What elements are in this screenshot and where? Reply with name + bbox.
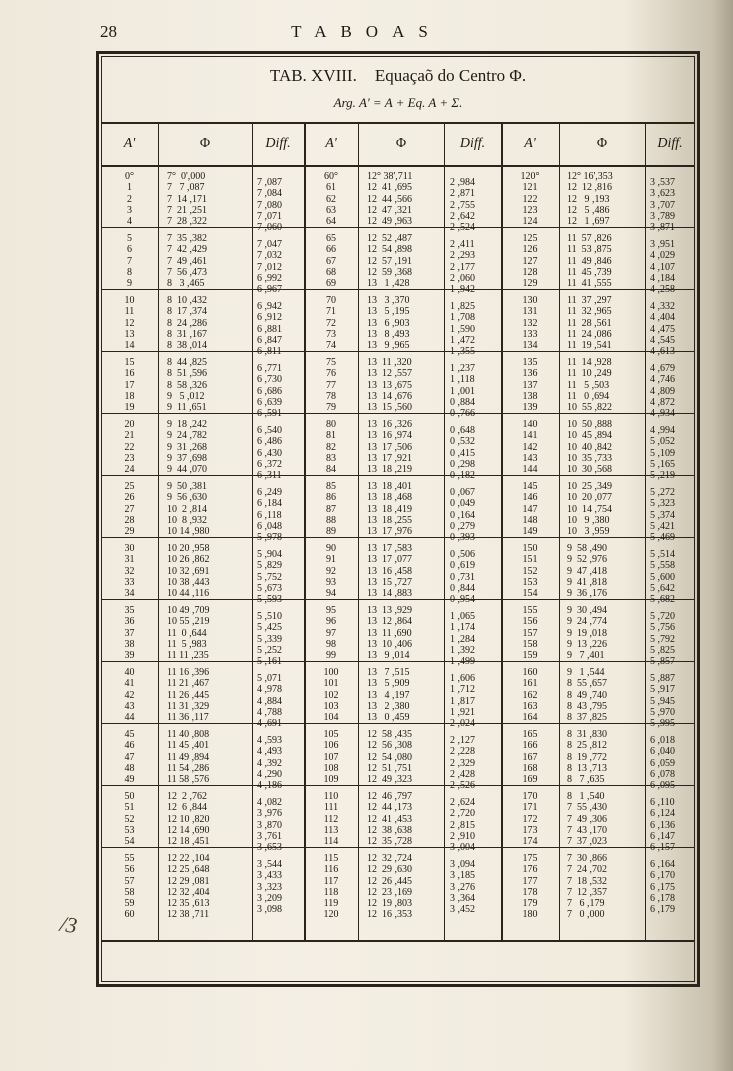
arg-cell: 20 21 22 23 24 [124, 419, 135, 476]
arg-cell: 115 116 117 118 119 120 [323, 853, 339, 921]
col-head-arg-3: A' [524, 136, 536, 151]
arg-cell: 135 136 137 138 139 [522, 357, 538, 414]
phi-cell: 10 49 ,709 10 55 ,219 11 0 ,644 11 5 ,983 11 11 ,235 [167, 605, 210, 662]
arg-cell: 175 176 177 178 179 180 [522, 853, 538, 921]
phi-cell: 9 50 ,381 9 56 ,630 10 2 ,814 10 8 ,932 10 14 ,980 [167, 481, 210, 538]
diff-cell: 7 ,087 7 ,084 7 ,080 7 ,071 7 ,060 [257, 177, 282, 234]
arg-cell: 120° 121 122 123 124 [520, 171, 540, 228]
page-header [0, 22, 733, 48]
diff-cell: 4 ,679 4 ,746 4 ,809 4 ,872 4 ,934 [650, 363, 675, 420]
table-title [101, 66, 695, 86]
col-head-diff-2: Diff. [459, 136, 486, 151]
phi-cell: 8 1 ,540 7 55 ,430 7 49 ,306 7 43 ,170 7 37 ,023 [567, 791, 607, 848]
diff-cell: 5 ,071 4 ,978 4 ,884 4 ,788 4 ,691 [257, 673, 282, 730]
phi-cell: 7 35 ,382 7 42 ,429 7 49 ,461 7 56 ,473 8 3 ,465 [167, 233, 207, 290]
diff-cell: 1 ,825 1 ,708 1 ,590 1 ,472 1 ,355 [450, 301, 475, 358]
arg-cell: 90 91 92 93 94 [326, 543, 336, 600]
table-block [101, 295, 695, 357]
table-block [101, 853, 695, 921]
arg-cell: 155 156 157 158 159 [522, 605, 538, 662]
arg-cell: 15 16 17 18 19 [124, 357, 135, 414]
diff-cell: 3 ,544 3 ,433 3 ,323 3 ,209 3 ,098 [257, 859, 282, 916]
arg-cell: 105 106 107 108 109 [323, 729, 339, 786]
diff-cell: 6 ,942 6 ,912 6 ,881 6 ,847 6 ,811 [257, 301, 282, 358]
column-headers [101, 122, 695, 165]
arg-cell: 50 51 52 53 54 [124, 791, 135, 848]
table-heading: Equaçaõ do Centro Φ. [374, 66, 527, 85]
phi-cell: 13 16 ,326 13 16 ,974 13 17 ,506 13 17 ,921 13 18 ,219 [367, 419, 412, 476]
diff-cell: 2 ,984 2 ,871 2 ,755 2 ,642 2 ,524 [450, 177, 475, 234]
col-head-diff-3: Diff. [657, 136, 683, 151]
phi-cell: 12° 16',353 12 12 ,816 12 9 ,193 12 5 ,486 12 1 ,697 [567, 171, 613, 228]
phi-cell: 11 57 ,826 11 53 ,875 11 49 ,846 11 45 ,739 11 41 ,555 [567, 233, 612, 290]
diff-cell: 0 ,648 0 ,532 0 ,415 0 ,298 0 ,182 [450, 425, 475, 482]
col-head-phi-1: Φ [199, 136, 211, 151]
handwritten-margin-mark: /3 [58, 910, 79, 939]
diff-cell: 2 ,411 2 ,293 2 ,177 2 ,060 1 ,942 [450, 239, 475, 296]
diff-cell: 6 ,110 6 ,124 6 ,136 6 ,147 6 ,157 [650, 797, 675, 854]
table-block [101, 543, 695, 605]
arg-cell: 100 101 102 103 104 [323, 667, 339, 724]
col-head-phi-2: Φ [395, 136, 407, 151]
arg-cell: 40 41 42 43 44 [124, 667, 135, 724]
phi-cell: 8 31 ,830 8 25 ,812 8 19 ,772 8 13 ,713 8 7 ,635 [567, 729, 607, 786]
phi-cell: 10 50 ,888 10 45 ,894 10 40 ,842 10 35 ,733 10 30 ,568 [567, 419, 612, 476]
table-block [101, 667, 695, 729]
phi-cell: 9 30 ,494 9 24 ,774 9 19 ,018 9 13 ,226 9 7 ,401 [567, 605, 607, 662]
phi-cell: 10 25 ,349 10 20 ,077 10 14 ,754 10 9 ,380 10 3 ,959 [567, 481, 612, 538]
diff-cell: 4 ,082 3 ,976 3 ,870 3 ,761 3 ,653 [257, 797, 282, 854]
arg-cell: 70 71 72 73 74 [326, 295, 336, 352]
table-block [101, 233, 695, 295]
phi-cell: 13 18 ,401 13 18 ,468 13 18 ,419 13 18 ,255 13 17 ,976 [367, 481, 412, 538]
phi-cell: 8 44 ,825 8 51 ,596 8 58 ,326 9 5 ,012 9 11 ,651 [167, 357, 207, 414]
phi-cell: 12 32 ,724 12 29 ,630 12 26 ,445 12 23 ,169 12 19 ,803 12 16 ,353 [367, 853, 412, 921]
diff-cell: 0 ,067 0 ,049 0 ,164 0 ,279 0 ,393 [450, 487, 475, 544]
diff-cell: 2 ,127 2 ,228 2 ,329 2 ,428 2 ,526 [450, 735, 475, 792]
arg-cell: 25 26 27 28 29 [124, 481, 135, 538]
diff-cell: 7 ,047 7 ,032 7 ,012 6 ,992 6 ,967 [257, 239, 282, 296]
arg-cell: 165 166 167 168 169 [522, 729, 538, 786]
phi-cell: 8 10 ,432 8 17 ,374 8 24 ,286 8 31 ,167 8 38 ,014 [167, 295, 207, 352]
phi-cell: 9 1 ,544 8 55 ,657 8 49 ,740 8 43 ,795 8 37 ,825 [567, 667, 607, 724]
phi-cell: 11 37 ,297 11 32 ,965 11 28 ,561 11 24 ,086 11 19 ,541 [567, 295, 612, 352]
phi-cell: 12 46 ,797 12 44 ,173 12 41 ,453 12 38 ,638 12 35 ,728 [367, 791, 412, 848]
col-head-arg-2: A' [325, 136, 337, 151]
phi-cell: 12 52 ,487 12 54 ,898 12 57 ,191 12 59 ,368 13 1 ,428 [367, 233, 412, 290]
phi-cell: 12° 38',711 12 41 ,695 12 44 ,566 12 47 ,321 12 49 ,963 [367, 171, 413, 228]
table-argument-formula: Arg. A' = A + Eq. A + Σ. [333, 95, 463, 110]
arg-cell: 0° 1 2 3 4 [125, 171, 134, 228]
phi-cell: 11 40 ,808 11 45 ,401 11 49 ,894 11 54 ,286 11 58 ,576 [167, 729, 210, 786]
phi-cell: 10 20 ,958 10 26 ,862 10 32 ,691 10 38 ,443 10 44 ,116 [167, 543, 210, 600]
arg-cell: 85 86 87 88 89 [326, 481, 336, 538]
table-number: TAB. XVIII. [269, 66, 357, 85]
diff-cell: 1 ,065 1 ,174 1 ,284 1 ,392 1 ,499 [450, 611, 475, 668]
arg-cell: 95 96 97 98 99 [326, 605, 336, 662]
phi-cell: 12 22 ,104 12 25 ,648 12 29 ,081 12 32 ,404 12 35 ,613 12 38 ,711 [167, 853, 210, 921]
table-block [101, 419, 695, 481]
arg-cell: 30 31 32 33 34 [124, 543, 135, 600]
arg-cell: 5 6 7 8 9 [127, 233, 132, 290]
diff-cell: 6 ,771 6 ,730 6 ,686 6 ,639 6 ,591 [257, 363, 282, 420]
diff-cell: 3 ,094 3 ,185 3 ,276 3 ,364 3 ,452 [450, 859, 475, 916]
diff-cell: 5 ,887 5 ,917 5 ,945 5 ,970 5 ,995 [650, 673, 675, 730]
phi-cell: 12 2 ,762 12 6 ,844 12 10 ,820 12 14 ,690 12 18 ,451 [167, 791, 210, 848]
table-block [101, 357, 695, 419]
phi-cell: 13 7 ,515 13 5 ,909 13 4 ,197 13 2 ,380 13 0 ,459 [367, 667, 410, 724]
col-head-phi-3: Φ [596, 136, 608, 151]
phi-cell: 11 16 ,396 11 21 ,467 11 26 ,445 11 31 ,329 11 36 ,117 [167, 667, 210, 724]
arg-cell: 125 126 127 128 129 [522, 233, 538, 290]
running-head: TABOAS [291, 22, 442, 41]
table-block [101, 729, 695, 791]
col-head-diff-1: Diff. [265, 136, 291, 151]
arg-cell: 10 11 12 13 14 [124, 295, 135, 352]
table-body [101, 165, 695, 940]
diff-cell: 6 ,540 6 ,486 6 ,430 6 ,372 6 ,311 [257, 425, 282, 482]
phi-cell: 11 14 ,928 11 10 ,249 11 5 ,503 11 0 ,694 10 55 ,822 [567, 357, 612, 414]
arg-cell: 35 36 37 38 39 [124, 605, 135, 662]
phi-cell: 9 18 ,242 9 24 ,782 9 31 ,268 9 37 ,698 9 44 ,070 [167, 419, 207, 476]
arg-cell: 150 151 152 153 154 [522, 543, 538, 600]
table-block [101, 605, 695, 667]
phi-cell: 13 13 ,929 13 12 ,864 13 11 ,690 13 10 ,406 13 9 ,014 [367, 605, 412, 662]
diff-cell: 3 ,951 4 ,029 4 ,107 4 ,184 4 ,258 [650, 239, 675, 296]
diff-cell: 2 ,624 2 ,720 2 ,815 2 ,910 3 ,004 [450, 797, 475, 854]
diff-cell: 4 ,994 5 ,052 5 ,109 5 ,165 5 ,219 [650, 425, 675, 482]
diff-cell: 0 ,506 0 ,619 0 ,731 0 ,844 0 ,954 [450, 549, 475, 606]
arg-cell: 45 46 47 48 49 [124, 729, 135, 786]
arg-cell: 60° 61 62 63 64 [324, 171, 338, 228]
diff-cell: 1 ,606 1 ,712 1 ,817 1 ,921 2 ,024 [450, 673, 475, 730]
phi-cell: 9 58 ,490 9 52 ,976 9 47 ,418 9 41 ,818 9 36 ,176 [567, 543, 607, 600]
arg-cell: 65 66 67 68 69 [326, 233, 336, 290]
phi-cell: 7 30 ,866 7 24 ,702 7 18 ,532 7 12 ,357 7 6 ,179 7 0 ,000 [567, 853, 607, 921]
diff-cell: 4 ,332 4 ,404 4 ,475 4 ,545 4 ,613 [650, 301, 675, 358]
arg-cell: 80 81 82 83 84 [326, 419, 336, 476]
phi-cell: 13 3 ,370 13 5 ,195 13 6 ,903 13 8 ,493 13 9 ,965 [367, 295, 410, 352]
arg-cell: 55 56 57 58 59 60 [124, 853, 135, 921]
arg-cell: 140 141 142 143 144 [522, 419, 538, 476]
arg-cell: 75 76 77 78 79 [326, 357, 336, 414]
table-block [101, 791, 695, 853]
arg-cell: 170 171 172 173 174 [522, 791, 538, 848]
arg-cell: 130 131 132 133 134 [522, 295, 538, 352]
diff-cell: 5 ,720 5 ,756 5 ,792 5 ,825 5 ,857 [650, 611, 675, 668]
phi-cell: 13 11 ,320 13 12 ,557 13 13 ,675 13 14 ,676 13 15 ,560 [367, 357, 412, 414]
diff-cell: 5 ,514 5 ,558 5 ,600 5 ,642 5 ,682 [650, 549, 675, 606]
row-rule [101, 940, 695, 942]
diff-cell: 1 ,237 1 ,118 1 ,001 0 ,884 0 ,766 [450, 363, 475, 420]
diff-cell: 5 ,510 5 ,425 5 ,339 5 ,252 5 ,161 [257, 611, 282, 668]
diff-cell: 5 ,904 5 ,829 5 ,752 5 ,673 5 ,593 [257, 549, 282, 606]
arg-cell: 160 161 162 163 164 [522, 667, 538, 724]
phi-cell: 13 17 ,583 13 17 ,077 13 16 ,458 13 15 ,727 13 14 ,883 [367, 543, 412, 600]
diff-cell: 3 ,537 3 ,623 3 ,707 3 ,789 3 ,871 [650, 177, 675, 234]
table-block [101, 481, 695, 543]
col-head-arg-1: A' [123, 136, 136, 151]
arg-cell: 110 111 112 113 114 [323, 791, 339, 848]
diff-cell: 4 ,593 4 ,493 4 ,392 4 ,290 4 ,186 [257, 735, 282, 792]
diff-cell: 5 ,272 5 ,323 5 ,374 5 ,421 5 ,469 [650, 487, 675, 544]
table-block [101, 171, 695, 233]
arg-cell: 145 146 147 148 149 [522, 481, 538, 538]
diff-cell: 6 ,249 6 ,184 6 ,118 6 ,048 5 ,978 [257, 487, 282, 544]
phi-cell: 7° 0',000 7 7 ,087 7 14 ,171 7 21 ,251 7 28 ,322 [167, 171, 207, 228]
diff-cell: 6 ,018 6 ,040 6 ,059 6 ,078 6 ,095 [650, 735, 675, 792]
diff-cell: 6 ,164 6 ,170 6 ,175 6 ,178 6 ,179 [650, 859, 675, 916]
phi-cell: 12 58 ,435 12 56 ,308 12 54 ,080 12 51 ,751 12 49 ,323 [367, 729, 412, 786]
page-number: 28 [100, 22, 117, 41]
